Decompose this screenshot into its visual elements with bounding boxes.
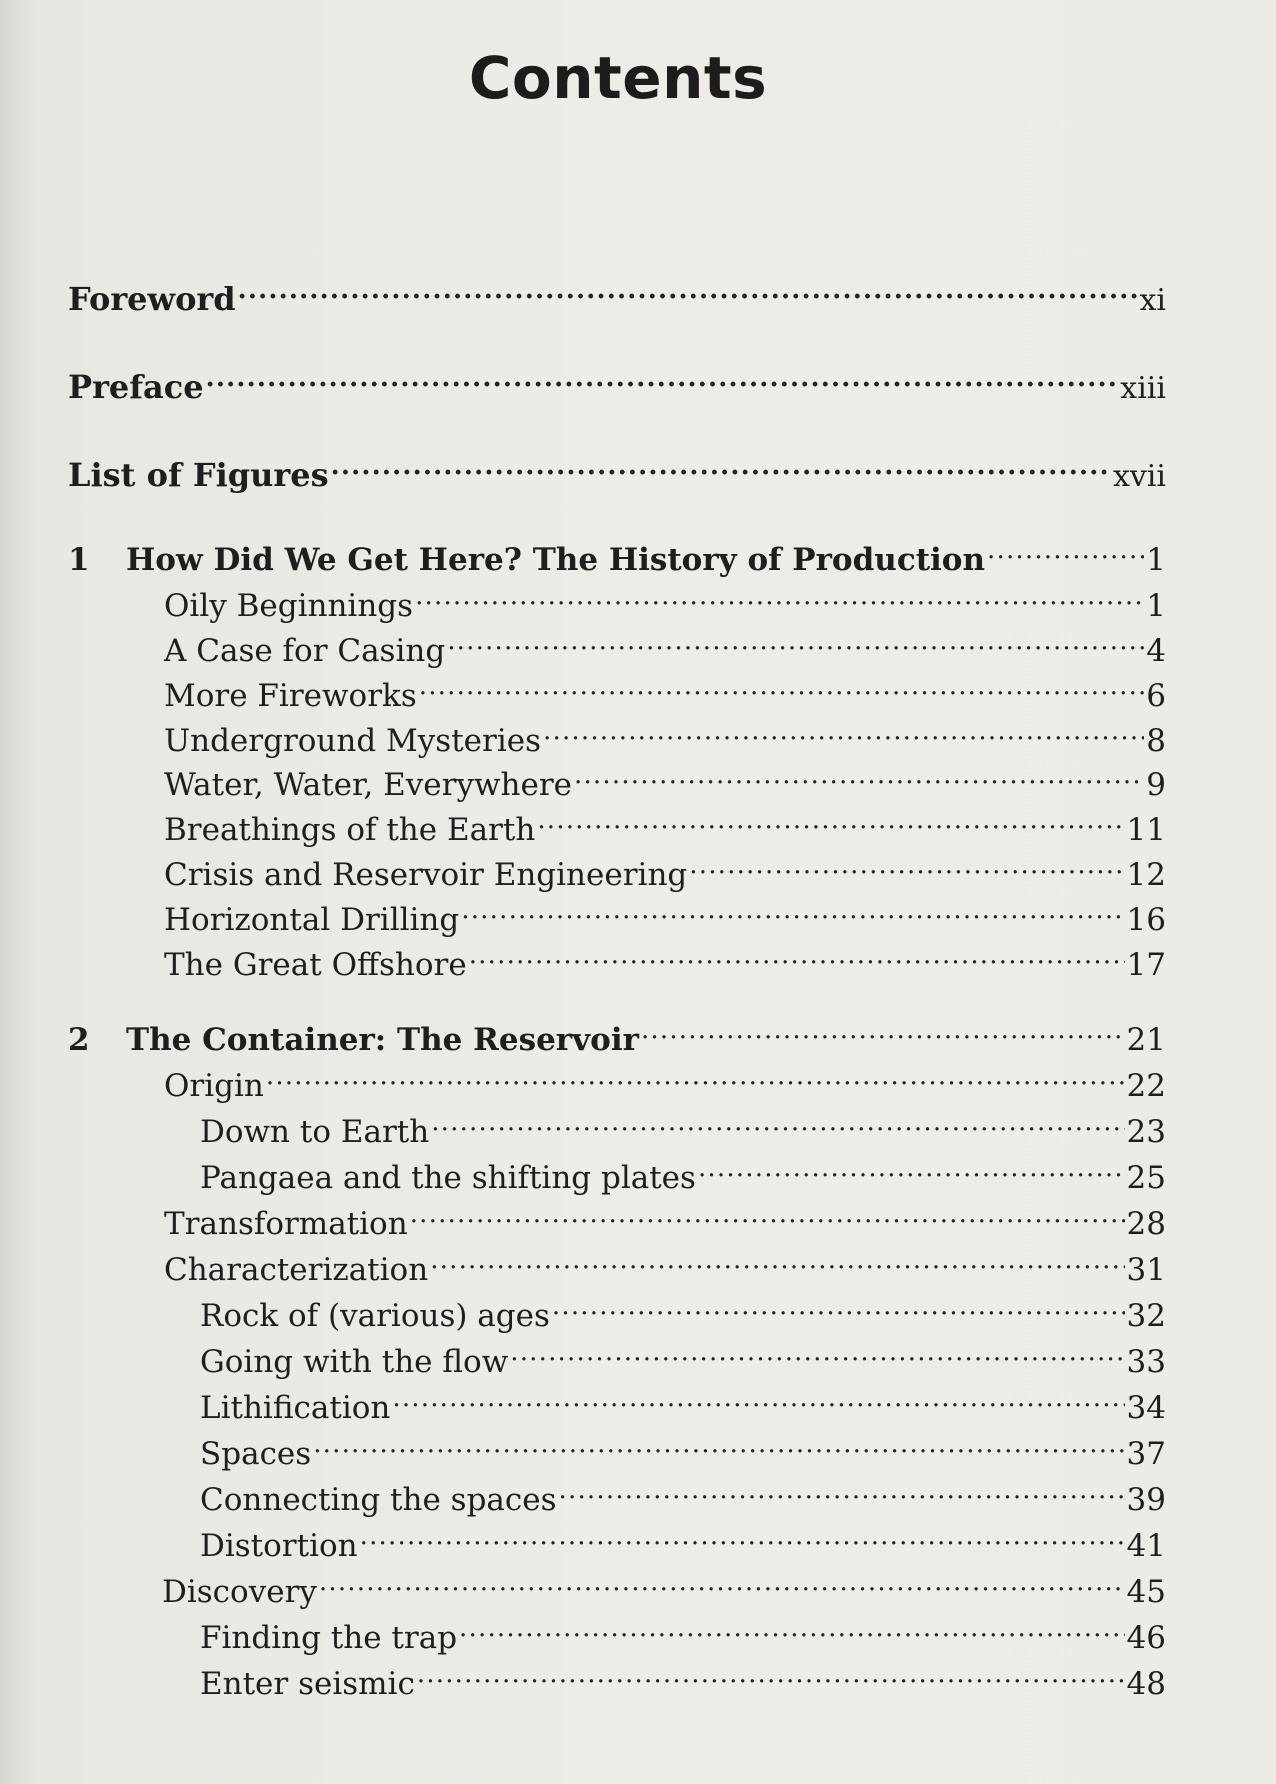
dot-leader (319, 1562, 1125, 1602)
toc-entry-page: xi (1139, 283, 1166, 318)
toc-chapter-1 (68, 530, 1166, 578)
toc-entry-label: List of Figures (68, 456, 329, 494)
toc-entry-page: 21 (1126, 1022, 1166, 1058)
subsection-title: Lithification (200, 1390, 391, 1426)
section-title: Transformation (164, 1206, 408, 1242)
subsection-title: Spaces (200, 1436, 312, 1472)
toc-subsection (200, 1286, 1166, 1334)
subsection-title: Going with the flow (200, 1344, 509, 1380)
toc-section (162, 1562, 1166, 1610)
toc-chapter-2 (68, 1010, 1166, 1058)
toc-section (164, 666, 1166, 714)
toc-section (164, 845, 1166, 893)
dot-leader (552, 1286, 1125, 1326)
toc-entry-foreword (68, 270, 1166, 318)
toc-entry-page: 1 (1146, 588, 1166, 624)
toc-entry-page: 12 (1126, 857, 1166, 893)
toc-section (164, 711, 1166, 759)
toc-entry-page: 32 (1126, 1298, 1166, 1334)
dot-leader (559, 1470, 1125, 1510)
dot-leader (537, 800, 1124, 840)
toc-entry-page: 45 (1126, 1574, 1166, 1610)
toc-subsection (200, 1332, 1166, 1380)
dot-leader (206, 358, 1119, 398)
toc-subsection (200, 1148, 1166, 1196)
dot-leader (419, 666, 1145, 706)
toc-entry-page: 1 (1146, 542, 1166, 578)
toc-entry-label: Foreword (68, 280, 236, 318)
toc-section (164, 1056, 1166, 1104)
dot-leader (510, 1332, 1124, 1372)
toc-entry-page: 34 (1126, 1390, 1166, 1426)
section-title: Breathings of the Earth (164, 812, 536, 848)
toc-section (164, 800, 1166, 848)
dot-leader (447, 621, 1144, 661)
section-title: Characterization (164, 1252, 429, 1288)
subsection-title: Rock of (various) ages (200, 1298, 550, 1334)
dot-leader (689, 845, 1124, 885)
toc-section (164, 890, 1166, 938)
section-title: Discovery (162, 1574, 317, 1610)
dot-leader (331, 446, 1111, 486)
dot-leader (461, 890, 1124, 930)
toc-entry-page: 33 (1126, 1344, 1166, 1380)
toc-entry-page: 37 (1126, 1436, 1166, 1472)
dot-leader (266, 1056, 1125, 1096)
toc-subsection (200, 1516, 1166, 1564)
toc-subsection (200, 1470, 1166, 1518)
toc-section (164, 576, 1166, 624)
toc-entry-page: 46 (1126, 1620, 1166, 1656)
toc-entry-page: 9 (1146, 767, 1166, 803)
subsection-title: Down to Earth (200, 1114, 430, 1150)
section-title: Origin (164, 1068, 264, 1104)
toc-entry-page: xvii (1112, 459, 1166, 494)
dot-leader (543, 711, 1144, 751)
dot-leader (313, 1424, 1124, 1464)
dot-leader (459, 1608, 1125, 1648)
subsection-title: Enter seismic (200, 1666, 415, 1702)
section-title: Horizontal Drilling (164, 902, 460, 938)
section-title: Oily Beginnings (164, 588, 414, 624)
toc-entry-preface (68, 358, 1166, 406)
toc-section (164, 1194, 1166, 1242)
toc-entry-page: 39 (1126, 1482, 1166, 1518)
subsection-title: Connecting the spaces (200, 1482, 557, 1518)
chapter-title: How Did We Get Here? The History of Production (126, 542, 986, 578)
toc-entry-page: 48 (1126, 1666, 1166, 1702)
dot-leader (417, 1654, 1125, 1694)
section-title: Crisis and Reservoir Engineering (164, 857, 688, 893)
dot-leader (360, 1516, 1125, 1556)
section-title: The Great Offshore (164, 947, 467, 983)
dot-leader (431, 1102, 1124, 1142)
toc-subsection (200, 1378, 1166, 1426)
toc-section (164, 935, 1166, 983)
toc-entry-page: 31 (1126, 1252, 1166, 1288)
section-title: A Case for Casing (164, 633, 446, 669)
toc-entry-page: 41 (1126, 1528, 1166, 1564)
toc-entry-page: xiii (1120, 371, 1166, 406)
dot-leader (415, 576, 1144, 616)
dot-leader (698, 1148, 1125, 1188)
section-title: Underground Mysteries (164, 723, 542, 759)
chapter-number: 1 (68, 542, 90, 578)
toc-entry-page: 23 (1126, 1114, 1166, 1150)
dot-leader (987, 530, 1144, 570)
toc-subsection (200, 1424, 1166, 1472)
dot-leader (392, 1378, 1124, 1418)
toc-subsection (200, 1654, 1166, 1702)
dot-leader (469, 935, 1125, 975)
chapter-title: The Container: The Reservoir (126, 1022, 639, 1058)
toc-entry-page: 8 (1146, 723, 1166, 759)
toc-section (164, 755, 1166, 803)
toc-entry-page: 4 (1146, 633, 1166, 669)
toc-entry-page: 16 (1126, 902, 1166, 938)
toc-entry-page: 6 (1146, 678, 1166, 714)
section-title: More Fireworks (164, 678, 417, 714)
subsection-title: Distortion (200, 1528, 358, 1564)
subsection-title: Pangaea and the shifting plates (200, 1160, 696, 1196)
dot-leader (238, 270, 1138, 310)
dot-leader (641, 1010, 1125, 1050)
toc-section (164, 621, 1166, 669)
section-title: Water, Water, Everywhere (164, 767, 572, 803)
dot-leader (410, 1194, 1125, 1234)
subsection-title: Finding the trap (200, 1620, 458, 1656)
chapter-number: 2 (68, 1022, 90, 1058)
dot-leader (574, 755, 1144, 795)
toc-entry-page: 17 (1126, 947, 1166, 983)
dot-leader (430, 1240, 1124, 1280)
toc-subsection (200, 1102, 1166, 1150)
toc-entry-page: 11 (1126, 812, 1166, 848)
toc-entry-label: Preface (68, 368, 204, 406)
toc-entry-list-of-figures (68, 446, 1166, 494)
toc-subsection (200, 1608, 1166, 1656)
page-title: Contents (468, 44, 768, 112)
toc-section (164, 1240, 1166, 1288)
toc-entry-page: 25 (1126, 1160, 1166, 1196)
toc-entry-page: 28 (1126, 1206, 1166, 1242)
toc-entry-page: 22 (1126, 1068, 1166, 1104)
